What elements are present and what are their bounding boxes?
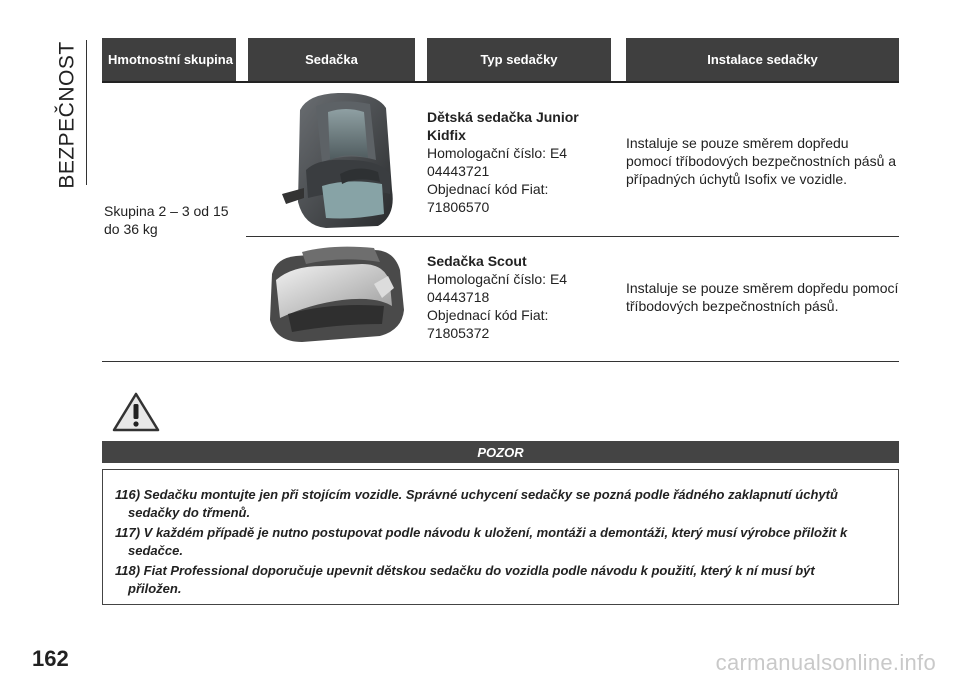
warning-title: POZOR [477,444,524,460]
installation-text-1: Instaluje se pouze směrem dopředu pomocí tříbodových bezpečnostních pásů a případných úchytů Isofix ve vozidle. [626,135,897,187]
warning-item-cont: sedačce. [128,543,183,558]
warning-item-lead: 118) Fiat Professional doporučuje upevnit dětskou sedačku do vozidla podle návodu k použití, který k ní musí být [115,563,815,578]
warning-title-bar [102,441,899,463]
table-header [0,38,900,82]
order-code-label: Objednací kód Fiat: [427,181,549,197]
header-installation: Instalace sedačky [626,38,899,81]
homologation-label: Homologační číslo: E4 [427,145,568,161]
table-bottom-rule [102,361,899,362]
seat-name: Dětská sedačka Junior Kidfix [427,109,579,143]
seat-name: Sedačka Scout [427,253,527,269]
header-seat-type: Typ sedačky [427,38,611,81]
warning-triangle-icon [112,392,160,432]
homologation-label: Homologační číslo: E4 [427,271,568,287]
warning-item [115,524,885,560]
warning-item [115,562,885,598]
header-underline [102,81,899,83]
page-number: 162 [32,646,69,671]
order-code: 71806570 [427,199,490,215]
child-seat-junior-kidfix-image [278,90,418,232]
seat-type-cell-1 [427,108,612,216]
installation-text-2: Instaluje se pouze směrem dopředu pomocí tříbodových bezpečnostních pásů. [626,280,899,314]
warning-item-cont: sedačky do třmenů. [128,505,251,520]
section-title-text: BEZPEČNOST [56,41,80,189]
row-divider [246,236,899,237]
warning-item-lead: 116) Sedačku montujte jen při stojícím vozidle. Správné uchycení sedačky se pozná podle řádného zaklapnutí úchytů [115,487,838,502]
booster-seat-scout-image [262,244,412,346]
header-weight-group: Hmotnostní skupina [102,38,236,81]
warning-item-cont: přiložen. [128,581,182,596]
warning-box [102,469,899,605]
header-seat: Sedačka [248,38,415,81]
warning-item [115,486,885,522]
seat-type-cell-2 [427,252,612,342]
order-code: 71805372 [427,325,490,341]
homologation-number: 04443721 [427,163,490,179]
homologation-number: 04443718 [427,289,490,305]
warning-item-lead: 117) V každém případě je nutno postupovat podle návodu k uložení, montáži a demontáži, který musí výrobce přiložit k [115,525,848,540]
order-code-label: Objednací kód Fiat: [427,307,549,323]
watermark: carmanualsonline.info [715,650,936,675]
weight-group-label: Skupina 2 – 3 od 15 do 36 kg [104,203,229,237]
